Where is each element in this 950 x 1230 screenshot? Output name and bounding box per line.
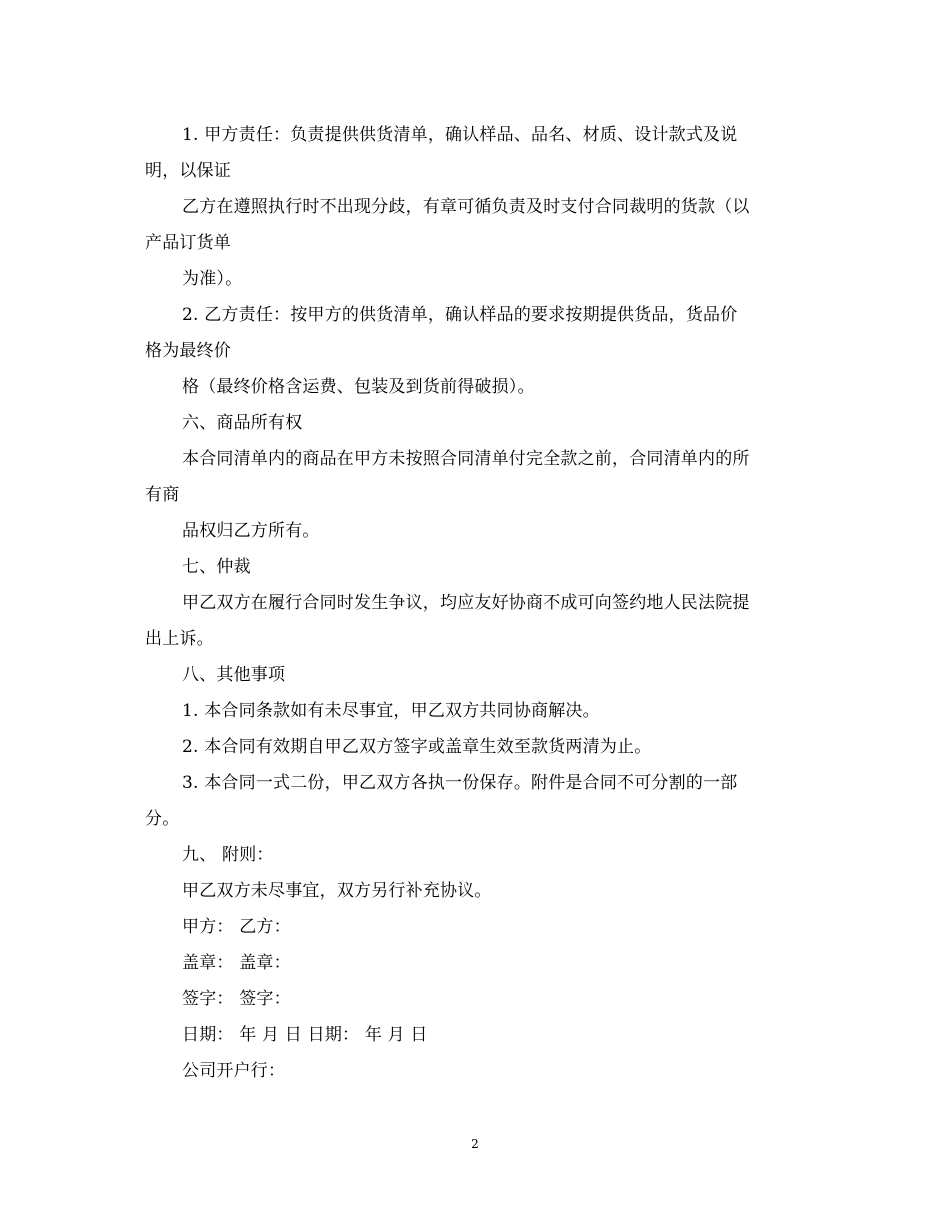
- text-line: 甲乙双方未尽事宜，双方另行补充协议。: [182, 881, 492, 901]
- text-line: 六、商品所有权: [182, 413, 303, 433]
- document-body: [145, 117, 805, 1089]
- text-line: 甲乙双方在履行合同时发生争议，均应友好协商不成可向签约地人民法院提: [182, 593, 750, 613]
- text-line: 1. 本合同条款如有未尽事宜，甲乙双方共同协商解决。: [182, 701, 600, 721]
- text-line: 品权归乙方所有。: [182, 521, 320, 541]
- text-line: 八、其他事项: [182, 665, 286, 685]
- text-line: 为准）。: [182, 269, 243, 289]
- text-line: 公司开户行：: [182, 1061, 286, 1081]
- text-line: 甲方： 乙方：: [182, 917, 291, 937]
- text-line: 日期： 年 月 日 日期： 年 月 日: [182, 1025, 428, 1045]
- text-line: 2. 本合同有效期自甲乙双方签字或盖章生效至款货两清为止。: [182, 737, 652, 757]
- text-line: 产品订货单: [145, 233, 231, 253]
- text-line: 乙方在遵照执行时不出现分歧，有章可循负责及时支付合同裁明的货款（以: [182, 197, 750, 217]
- page-number: 2: [471, 1137, 479, 1151]
- text-line: 九、 附则：: [182, 845, 274, 865]
- text-line: 盖章： 盖章：: [182, 953, 291, 973]
- text-line: 本合同清单内的商品在甲方未按照合同清单付完全款之前，合同清单内的所: [182, 449, 750, 469]
- text-line: 格为最终价: [145, 341, 231, 361]
- text-line: 有商: [145, 485, 180, 505]
- text-line: 七、仲裁: [182, 557, 251, 577]
- text-line: 出上诉。: [145, 629, 214, 649]
- text-line: 明，以保证: [145, 161, 231, 181]
- text-line: 2. 乙方责任：按甲方的供货清单，确认样品的要求按期提供货品，货品价: [182, 305, 738, 325]
- text-line: 3. 本合同一式二份，甲乙双方各执一份保存。附件是合同不可分割的一部: [182, 773, 738, 793]
- text-line: 格（最终价格含运费、包装及到货前得破损）。: [182, 377, 535, 397]
- text-line: 1. 甲方责任：负责提供供货清单，确认样品、品名、材质、设计款式及说: [182, 125, 738, 145]
- text-line: 签字： 签字：: [182, 989, 291, 1009]
- text-line: 分。: [145, 809, 180, 829]
